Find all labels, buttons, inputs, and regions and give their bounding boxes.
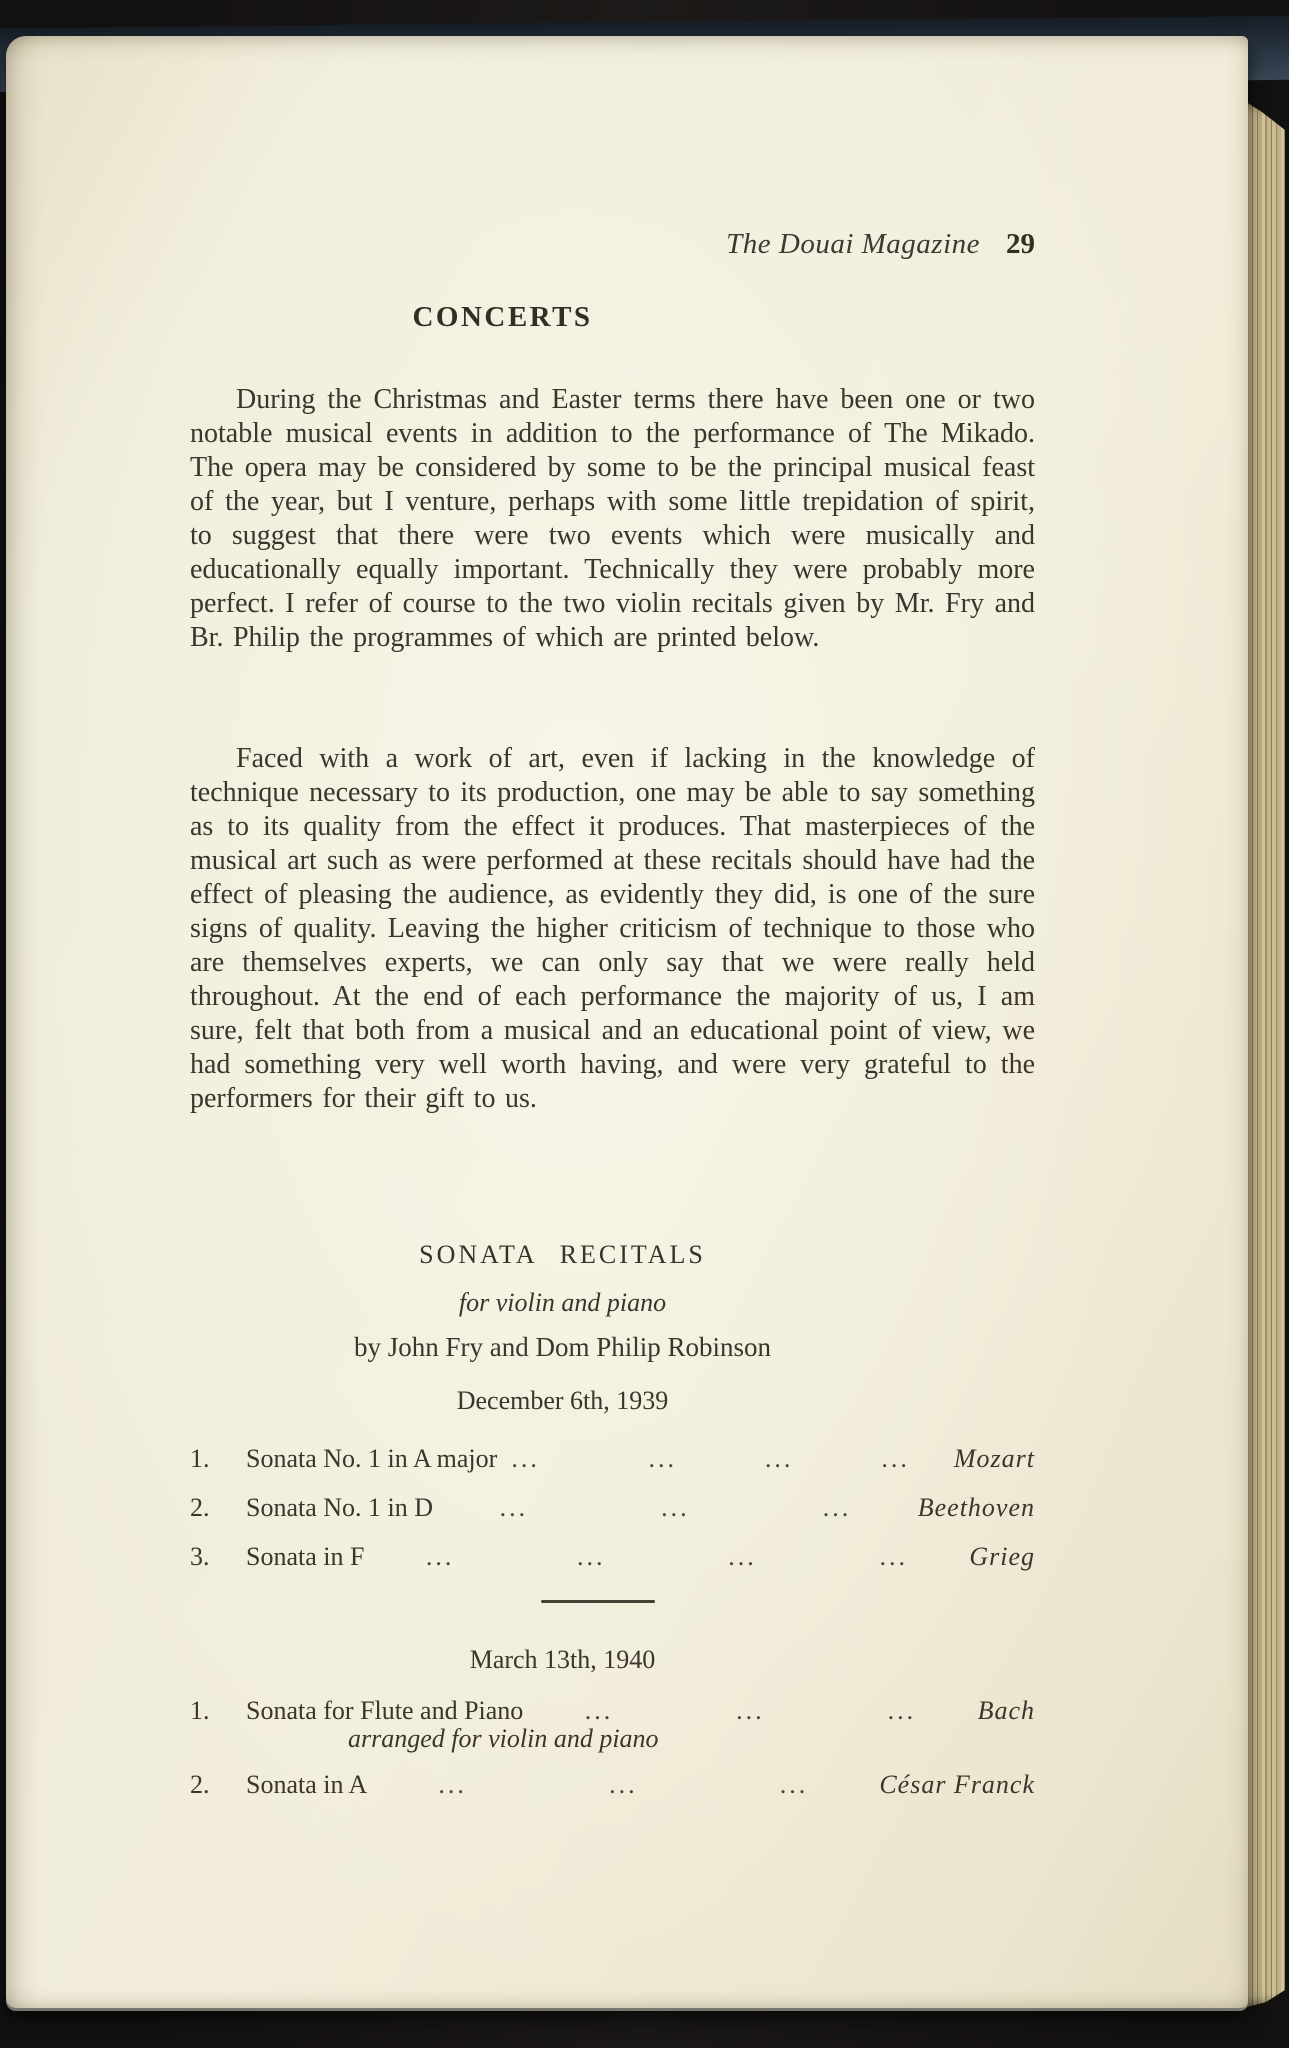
- row-number: 1.: [190, 1444, 210, 1473]
- dot-leader: ...: [425, 1542, 455, 1571]
- dot-leader: ...: [764, 1444, 794, 1473]
- page-number: 29: [1006, 228, 1035, 260]
- composer-name: César Franck: [879, 1770, 1036, 1799]
- dot-leader: ...: [661, 1493, 690, 1522]
- article-paragraph-1: During the Christmas and Easter terms there have been one or two notable musical events in addition to the performance of The Mikado. The opera may be considered by some to be the principal musical feast of the year, but I venture, perhaps with some little trepidation of spirit, to suggest that there were two events which were musically and educationally equally important. Technically they were probably more perfect. I refer of course to the two violin recitals given by Mr. Fry and Br. Philip the programmes of which are printed below.: [190, 384, 1035, 653]
- concert2-date: March 13th, 1940: [469, 1645, 656, 1674]
- dot-leader: ...: [779, 1770, 809, 1799]
- dot-leader: ...: [511, 1444, 540, 1473]
- article-paragraph-2: Faced with a work of art, even if lacking in the knowledge of technique necessary to its production, one may be able to say something as to its quality from the effect it produces. That masterpieces of the musical art such as were performed at these recitals should have had the effect of pleasing the audience, as evidently they did, is one of the sure signs of quality. Leaving the higher criticism of technique to those who are themselves experts, we can only say that we were really held throughout. At the end of each performance the majority of us, I am sure, felt that both from a musical and an educational point of view, we had something very well worth having, and were very grateful to the performers for their gift to us.: [190, 743, 1035, 1114]
- row-title: Sonata No. 1 in D: [246, 1493, 434, 1522]
- article-title: CONCERTS: [412, 301, 593, 333]
- programme-row: [190, 1493, 1035, 1523]
- dot-leader: ...: [438, 1770, 467, 1799]
- composer-name: Mozart: [953, 1444, 1035, 1473]
- page-header: [190, 228, 1051, 261]
- dot-leader: ...: [609, 1770, 638, 1799]
- dot-leader: ...: [822, 1493, 852, 1522]
- dot-leader: ...: [879, 1542, 908, 1571]
- dot-leader: ...: [584, 1696, 614, 1725]
- row-title: Sonata for Flute and Piano: [246, 1696, 524, 1725]
- row-title: Sonata No. 1 in A major: [246, 1444, 498, 1473]
- row-number: 2.: [190, 1770, 210, 1799]
- row-number: 1.: [190, 1696, 210, 1725]
- recital-heading: SONATA RECITALS: [419, 1240, 706, 1269]
- composer-name: Bach: [977, 1696, 1035, 1725]
- dot-leader: ...: [881, 1444, 910, 1473]
- programme-row: [190, 1542, 1035, 1572]
- programme-row: [190, 1696, 1035, 1726]
- row-title: Sonata in F: [246, 1542, 365, 1571]
- book-page: [6, 36, 1248, 2008]
- recital-subheading: for violin and piano: [458, 1288, 667, 1317]
- programme-row: [190, 1770, 1035, 1800]
- dot-leader: ...: [728, 1542, 757, 1571]
- dot-leader: ...: [499, 1493, 529, 1522]
- concert1-programme: [190, 1444, 1035, 1591]
- row-number: 3.: [190, 1542, 210, 1571]
- page-edge-stack: [1243, 100, 1285, 2008]
- concert1-date: December 6th, 1939: [456, 1386, 669, 1415]
- dot-leader: ...: [736, 1696, 765, 1725]
- dot-leader: ...: [648, 1444, 677, 1473]
- arrangement-note: arranged for violin and piano: [348, 1724, 659, 1753]
- concert2-programme: [190, 1696, 1035, 1819]
- programme-row: [190, 1444, 1035, 1474]
- dot-leader: ...: [887, 1696, 917, 1725]
- row-title: Sonata in A: [246, 1770, 368, 1799]
- magazine-title: The Douai Magazine: [726, 228, 980, 260]
- composer-name: Beethoven: [917, 1493, 1035, 1522]
- composer-name: Grieg: [969, 1542, 1035, 1571]
- section-divider: [541, 1600, 655, 1603]
- dot-leader: ...: [577, 1542, 606, 1571]
- row-number: 2.: [190, 1493, 210, 1522]
- recital-performers: by John Fry and Dom Philip Robinson: [353, 1332, 772, 1362]
